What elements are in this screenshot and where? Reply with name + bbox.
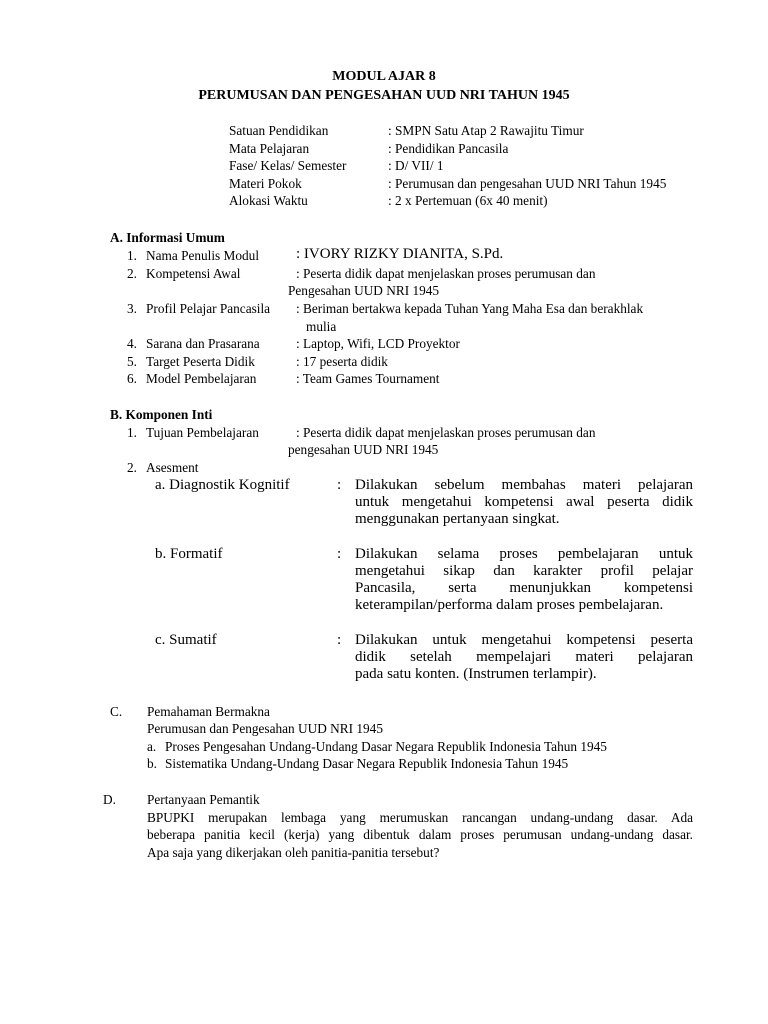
list-number: 1. — [127, 248, 137, 263]
identity-value: : 2 x Pertemuan (6x 40 menit) — [388, 193, 548, 208]
info-value: : Beriman bertakwa kepada Tuhan Yang Maha Esa dan berakhlak — [296, 301, 644, 316]
asesmen-desc: Dilakukan untuk mengetahui kompetensi peserta — [355, 632, 693, 648]
module-title: MODUL AJAR 8 — [332, 69, 436, 84]
identity-value: : Pendidikan Pancasila — [388, 141, 509, 156]
info-value-cont: Pengesahan UUD NRI 1945 — [288, 283, 440, 298]
asesmen-desc: Dilakukan selama proses pembelajaran untuk — [355, 546, 693, 562]
section-d-heading: Pertanyaan Pemantik — [147, 792, 260, 807]
paragraph-line: beberapa panitia kecil (kerja) yang dibentuk dalam proses perumusan undang-undang dasar. — [147, 827, 693, 842]
identity-label: Materi Pokok — [229, 176, 302, 191]
identity-label: Alokasi Waktu — [229, 193, 308, 208]
info-label: Model Pembelajaran — [146, 371, 257, 386]
asesmen-desc: mengetahui sikap dan karakter profil pelajar — [355, 563, 693, 579]
identity-value: : Perumusan dan pengesahan UUD NRI Tahun 1945 — [388, 176, 667, 191]
asesmen-type: a. Diagnostik Kognitif — [155, 477, 290, 493]
asesmen-desc: didik setelah mempelajari materi pelajaran — [355, 649, 693, 665]
info-label: Target Peserta Didik — [146, 354, 255, 369]
asesmen-colon: : — [337, 632, 342, 648]
paragraph-line: Apa saja yang dikerjakan oleh panitia-panitia tersebut? — [147, 845, 440, 860]
asesmen-desc: pada satu konten. (Instrumen terlampir). — [355, 666, 597, 682]
asesmen-desc: menggunakan pertanyaan singkat. — [355, 511, 560, 527]
list-item: Proses Pengesahan Undang-Undang Dasar Negara Republik Indonesia Tahun 1945 — [165, 739, 607, 754]
info-label: Sarana dan Prasarana — [146, 336, 260, 351]
info-label: Tujuan Pembelajaran — [146, 425, 259, 440]
info-value-cont: mulia — [306, 319, 337, 334]
author-name: : IVORY RIZKY DIANITA, S.Pd. — [296, 246, 504, 262]
asesmen-desc: Pancasila, serta menunjukkan kompetensi — [355, 580, 693, 596]
list-item: Sistematika Undang-Undang Dasar Negara Republik Indonesia Tahun 1945 — [165, 756, 569, 771]
asesmen-colon: : — [337, 477, 342, 493]
list-marker: b. — [147, 756, 157, 771]
section-c-subtitle: Perumusan dan Pengesahan UUD NRI 1945 — [147, 721, 383, 736]
identity-value: : D/ VII/ 1 — [388, 158, 444, 173]
section-d-marker: D. — [103, 792, 116, 807]
info-value: : Laptop, Wifi, LCD Proyektor — [296, 336, 460, 351]
section-c-heading: Pemahaman Bermakna — [147, 704, 270, 719]
info-label: Kompetensi Awal — [146, 266, 241, 281]
asesmen-colon: : — [337, 546, 342, 562]
info-value: : Peserta didik dapat menjelaskan proses perumusan dan — [296, 425, 596, 440]
list-number: 5. — [127, 354, 137, 369]
identity-label: Fase/ Kelas/ Semester — [229, 158, 347, 173]
asesmen-desc: keterampilan/performa dalam proses pembelajaran. — [355, 597, 664, 613]
list-number: 6. — [127, 371, 137, 386]
module-subtitle: PERUMUSAN DAN PENGESAHAN UUD NRI TAHUN 1945 — [198, 88, 570, 103]
list-number: 1. — [127, 425, 137, 440]
asesmen-desc: Dilakukan sebelum membahas materi pelajaran — [355, 477, 693, 493]
list-number: 4. — [127, 336, 137, 351]
list-number: 2. — [127, 266, 137, 281]
info-value: : 17 peserta didik — [296, 354, 388, 369]
info-label: Profil Pelajar Pancasila — [146, 301, 271, 316]
asesmen-type: c. Sumatif — [155, 632, 217, 648]
list-number: 3. — [127, 301, 137, 316]
identity-value: : SMPN Satu Atap 2 Rawajitu Timur — [388, 123, 584, 138]
identity-label: Mata Pelajaran — [229, 141, 310, 156]
section-b-heading: B. Komponen Inti — [110, 407, 213, 422]
section-c-marker: C. — [110, 704, 123, 719]
identity-label: Satuan Pendidikan — [229, 123, 329, 138]
asesmen-label: Asesment — [146, 460, 199, 475]
asesmen-type: b. Formatif — [155, 546, 223, 562]
section-a-heading: A. Informasi Umum — [110, 230, 225, 245]
list-marker: a. — [147, 739, 157, 754]
asesmen-desc: untuk mengetahui kompetensi awal peserta didik — [355, 494, 693, 510]
info-value: : Team Games Tournament — [296, 371, 440, 386]
info-label: Nama Penulis Modul — [146, 248, 260, 263]
info-value-cont: pengesahan UUD NRI 1945 — [288, 442, 439, 457]
info-value: : Peserta didik dapat menjelaskan proses perumusan dan — [296, 266, 596, 281]
list-number: 2. — [127, 460, 137, 475]
paragraph-line: BPUPKI merupakan lembaga yang merumuskan rancangan undang-undang dasar. Ada — [147, 810, 693, 825]
